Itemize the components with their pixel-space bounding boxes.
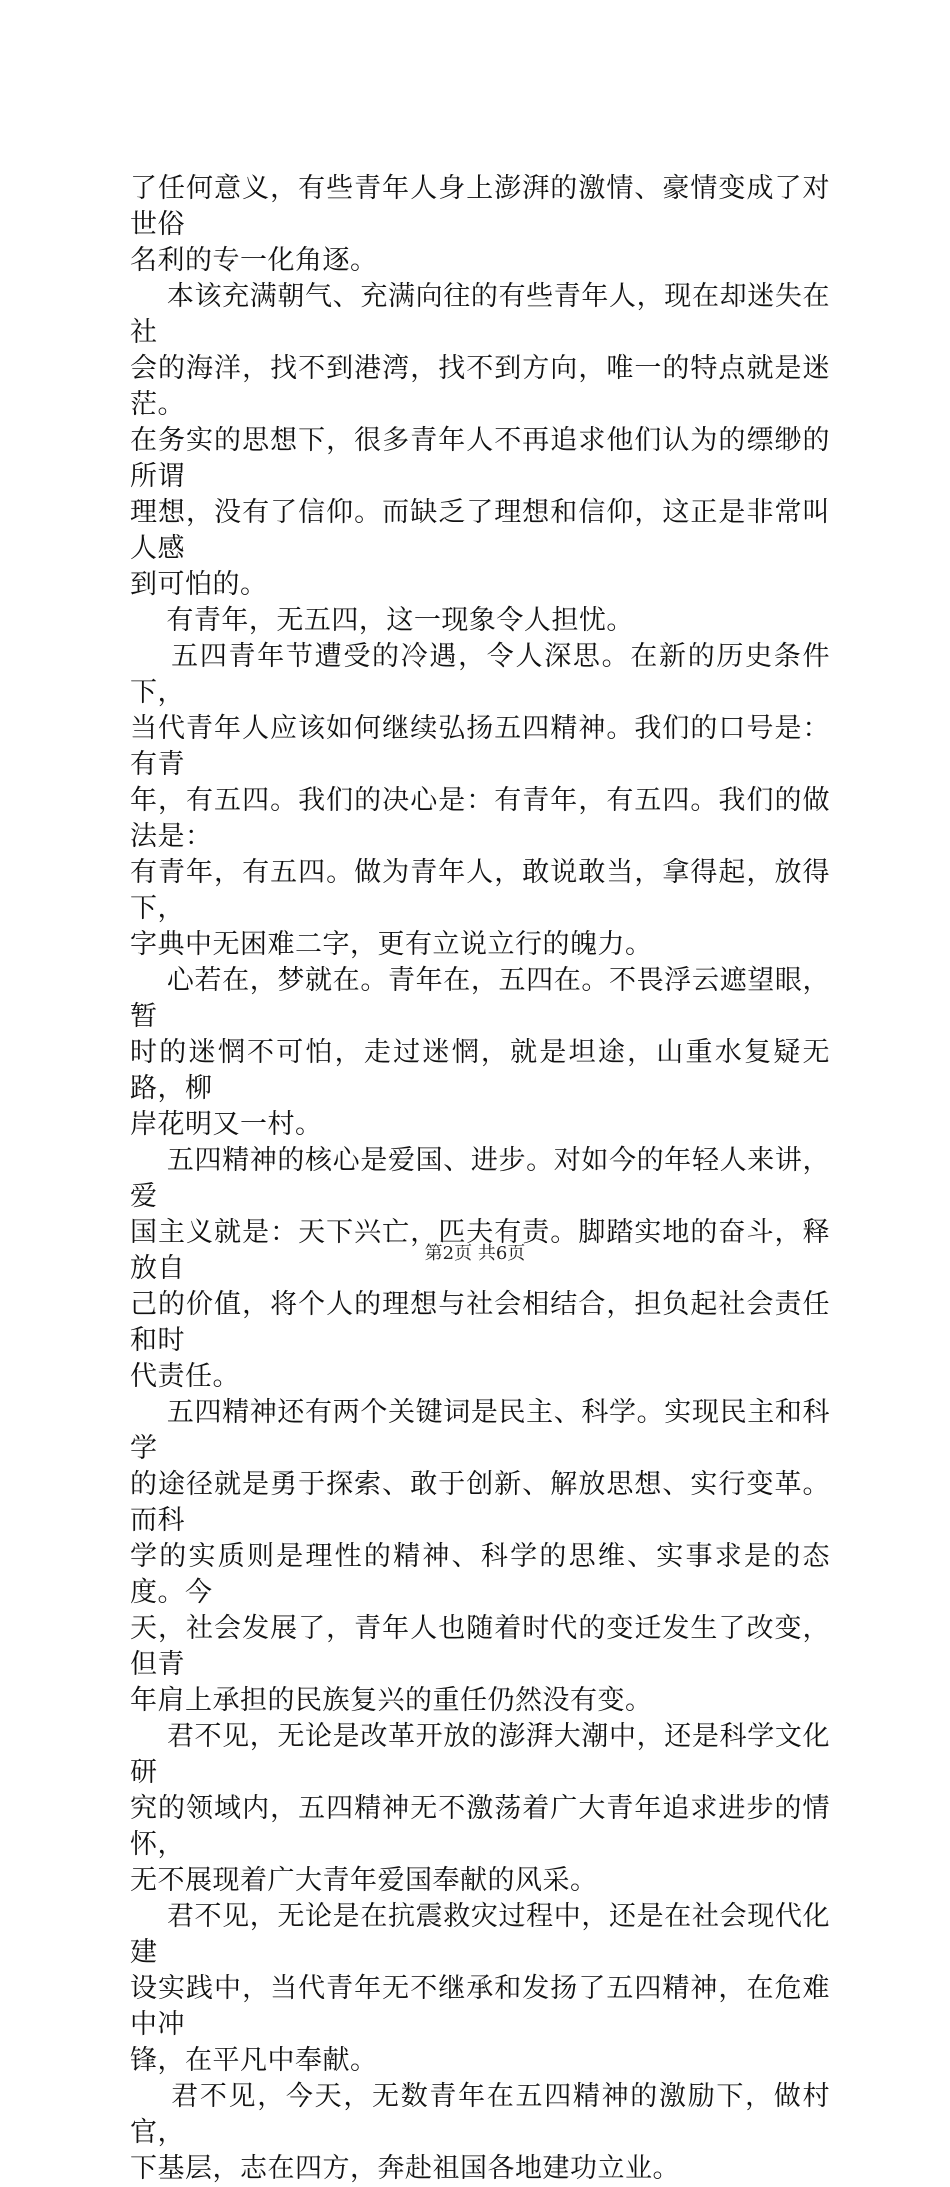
paragraph: 君不见，无论是在抗震救灾过程中，还是在社会现代化建 设实践中，当代青年无不继承和发扬了五四精神，在危难中冲 锋，在平凡中奉献。 [130,1901,830,2076]
paragraph: 君不见，无论是改革开放的澎湃大潮中，还是科学文化研 究的领域内，五四精神无不激荡着广大青年追求进步的情怀， 无不展现着广大青年爱国奉献的风采。 [130,1721,830,1896]
paragraph: 君不见，今天，无数青年在五四精神的激励下，做村官， 下基层，志在四方，奔赴祖国各地建功立业。 [130,2081,830,2184]
paragraph: 五四精神还有两个关键词是民主、科学。实现民主和科学 的途径就是勇于探索、敢于创新、解放思想、实行变革。而科 学的实质则是理性的精神、科学的思维、实事求是的态度。今 天，社会发展了，青年人也随着时代的变迁发生了改变，但青 年肩上承担的民族复兴的重任仍然没有变。 [130,1397,830,1716]
page-number: 第2页 共6页 [424,1243,526,1264]
document-body [130,171,830,2187]
paragraph: 了任何意义，有些青年人身上澎湃的激情、豪情变成了对世俗 名利的专一化角逐。 [130,173,830,276]
paragraph: 五四精神的核心是爱国、进步。对如今的年轻人来讲，爱 国主义就是：天下兴亡，匹夫有责。脚踏实地的奋斗，释放自 己的价值，将个人的理想与社会相结合，担负起社会责任和时 代责任。 [130,1145,830,1392]
paragraph: 有青年，无五四，这一现象令人担忧。 [130,605,634,636]
page-footer [0,1243,950,1265]
paragraph: 本该充满朝气、充满向往的有些青年人，现在却迷失在社 会的海洋，找不到港湾，找不到方向，唯一的特点就是迷茫。 在务实的思想下，很多青年人不再追求他们认为的缥缈的所谓 理想，没有了信仰。而缺乏了理想和信仰，这正是非常叫人感 到可怕的。 [130,281,830,600]
paragraph: 五四青年节遭受的冷遇，令人深思。在新的历史条件下， 当代青年人应该如何继续弘扬五四精神。我们的口号是：有青 年，有五四。我们的决心是：有青年，有五四。我们的做法是： 有青年，有五四。做为青年人，敢说敢当，拿得起，放得下， 字典中无困难二字，更有立说立行的魄力。 [130,641,830,960]
paragraph: 心若在，梦就在。青年在，五四在。不畏浮云遮望眼，暂 时的迷惘不可怕，走过迷惘，就是坦途，山重水复疑无路，柳 岸花明又一村。 [130,965,830,1140]
